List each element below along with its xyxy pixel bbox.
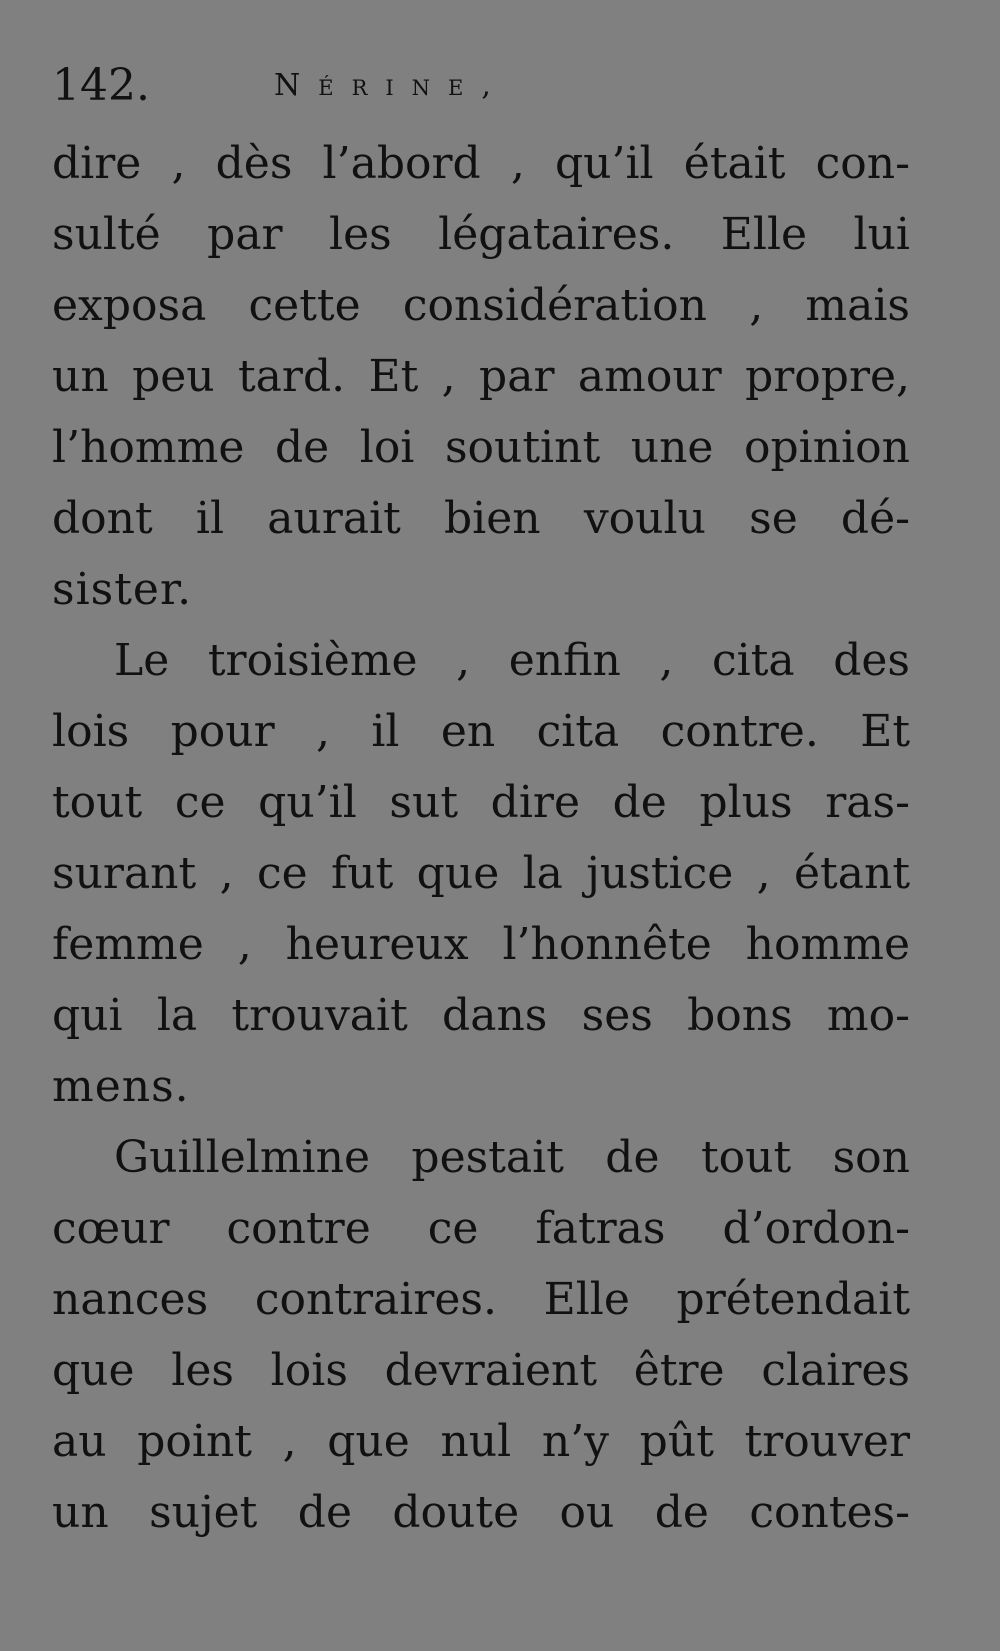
text-line: un peu tard. Et , par amour propre, — [52, 351, 910, 402]
text-line: Le troisième , enfin , cita des — [114, 635, 910, 686]
text-line: que les lois devraient être claires — [52, 1345, 910, 1396]
text-line: au point , que nul n’y pût trouver — [52, 1416, 910, 1467]
running-title: Nérine, — [274, 68, 509, 103]
text-line: nances contraires. Elle prétendait — [52, 1274, 910, 1325]
body-text — [52, 128, 910, 1548]
text-line: tout ce qu’il sut dire de plus ras- — [52, 777, 910, 828]
text-line: femme , heureux l’honnête homme — [52, 919, 910, 970]
text-line: un sujet de doute ou de contes- — [52, 1487, 910, 1538]
text-line: dont il aurait bien voulu se dé- — [52, 493, 910, 544]
text-line: qui la trouvait dans ses bons mo- — [52, 990, 910, 1041]
text-line: l’homme de loi soutint une opinion — [52, 422, 910, 473]
text-line: surant , ce fut que la justice , étant — [52, 848, 910, 899]
text-line: lois pour , il en cita contre. Et — [52, 706, 910, 757]
page-number: 142. — [52, 60, 150, 111]
text-line: mens. — [52, 1061, 190, 1112]
text-line: sulté par les légataires. Elle lui — [52, 209, 910, 260]
text-line: exposa cette considération , mais — [52, 280, 910, 331]
text-line: Guillelmine pestait de tout son — [114, 1132, 910, 1183]
page-header — [52, 56, 692, 116]
text-line: cœur contre ce fatras d’ordon- — [52, 1203, 910, 1254]
text-line: dire , dès l’abord , qu’il était con- — [52, 138, 910, 189]
text-line: sister. — [52, 564, 193, 615]
